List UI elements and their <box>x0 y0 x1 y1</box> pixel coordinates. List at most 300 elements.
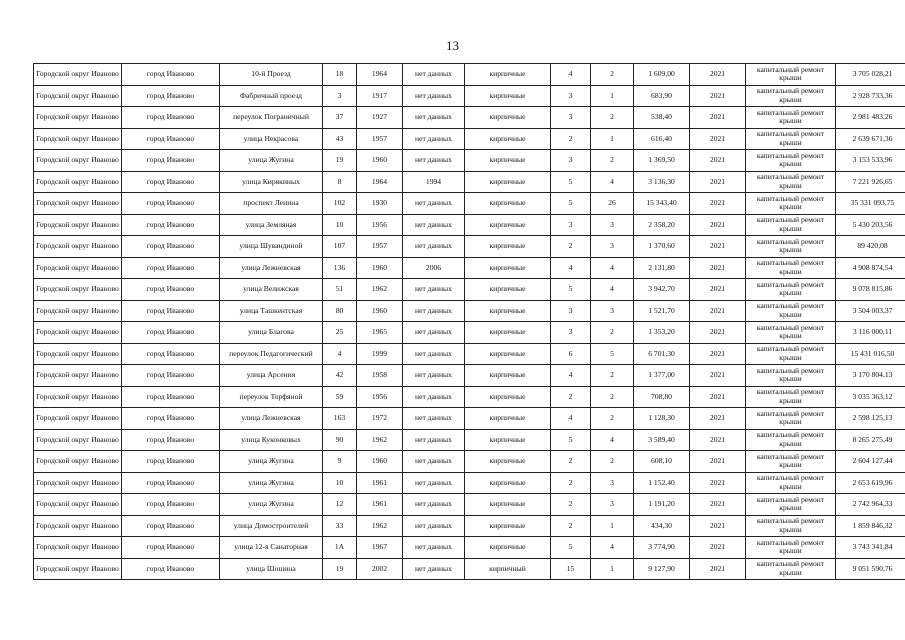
cell-street: улица Арсения <box>220 365 323 387</box>
cell-district: Городской округ Иваново <box>34 214 122 236</box>
cell-area: 1 521,70 <box>634 300 690 322</box>
cell-cost: 2 598 125,13 <box>836 408 905 430</box>
cell-work-type: капитальный ремонт крыши <box>746 85 836 107</box>
cell-entrances: 3 <box>591 300 634 322</box>
cell-cost: 3 035 363,12 <box>836 386 905 408</box>
cell-district: Городской округ Иваново <box>34 451 122 473</box>
cell-year-built: 1930 <box>357 193 403 215</box>
cell-wall-material: кирпичные <box>465 214 551 236</box>
cell-wall-material: кирпичные <box>465 494 551 516</box>
cell-work-type: капитальный ремонт крыши <box>746 107 836 129</box>
cell-area: 683,90 <box>634 85 690 107</box>
cell-area: 6 701,30 <box>634 343 690 365</box>
cell-plan-year: 2021 <box>690 193 746 215</box>
table-row <box>34 107 905 129</box>
cell-wall-material: кирпичные <box>465 429 551 451</box>
cell-city: город Иваново <box>122 322 220 344</box>
cell-house: 51 <box>323 279 357 301</box>
cell-area: 3 136,30 <box>634 171 690 193</box>
cell-floors: 2 <box>551 236 591 258</box>
cell-street: улица Земляная <box>220 214 323 236</box>
cell-entrances: 1 <box>591 515 634 537</box>
cell-entrances: 4 <box>591 279 634 301</box>
table-row <box>34 494 905 516</box>
cell-year-reconstructed: нет данных <box>403 64 465 86</box>
cell-house: 9 <box>323 451 357 473</box>
cell-cost: 9 051 590,76 <box>836 558 905 580</box>
cell-city: город Иваново <box>122 494 220 516</box>
cell-plan-year: 2021 <box>690 451 746 473</box>
cell-cost: 3 153 533,96 <box>836 150 905 172</box>
cell-cost: 2 928 733,36 <box>836 85 905 107</box>
cell-year-reconstructed: нет данных <box>403 128 465 150</box>
cell-city: город Иваново <box>122 257 220 279</box>
cell-cost: 7 221 926,65 <box>836 171 905 193</box>
cell-street: улица Куконковых <box>220 429 323 451</box>
cell-cost: 3 743 341,84 <box>836 537 905 559</box>
cell-year-built: 1917 <box>357 85 403 107</box>
cell-house: 37 <box>323 107 357 129</box>
cell-plan-year: 2021 <box>690 64 746 86</box>
cell-entrances: 1 <box>591 558 634 580</box>
cell-floors: 2 <box>551 472 591 494</box>
table-row <box>34 429 905 451</box>
cell-entrances: 5 <box>591 343 634 365</box>
cell-wall-material: кирпичные <box>465 537 551 559</box>
cell-year-built: 1962 <box>357 279 403 301</box>
cell-city: город Иваново <box>122 279 220 301</box>
cell-entrances: 2 <box>591 451 634 473</box>
cell-city: город Иваново <box>122 451 220 473</box>
cell-district: Городской округ Иваново <box>34 64 122 86</box>
cell-area: 616,40 <box>634 128 690 150</box>
cell-cost: 2 742 964,33 <box>836 494 905 516</box>
cell-plan-year: 2021 <box>690 386 746 408</box>
cell-floors: 3 <box>551 322 591 344</box>
cell-street: улица Жугина <box>220 150 323 172</box>
cell-plan-year: 2021 <box>690 429 746 451</box>
table-body <box>34 64 905 580</box>
cell-wall-material: кирпичные <box>465 85 551 107</box>
cell-area: 1 128,30 <box>634 408 690 430</box>
cell-cost: 3 170 804,13 <box>836 365 905 387</box>
cell-district: Городской округ Иваново <box>34 472 122 494</box>
table-row <box>34 322 905 344</box>
cell-floors: 3 <box>551 300 591 322</box>
cell-district: Городской округ Иваново <box>34 257 122 279</box>
cell-area: 3 774,90 <box>634 537 690 559</box>
cell-work-type: капитальный ремонт крыши <box>746 236 836 258</box>
table-row <box>34 515 905 537</box>
table-row <box>34 171 905 193</box>
cell-entrances: 3 <box>591 236 634 258</box>
cell-work-type: капитальный ремонт крыши <box>746 150 836 172</box>
cell-entrances: 26 <box>591 193 634 215</box>
cell-street: улица Некрасова <box>220 128 323 150</box>
cell-city: город Иваново <box>122 214 220 236</box>
cell-district: Городской округ Иваново <box>34 386 122 408</box>
cell-area: 1 370,60 <box>634 236 690 258</box>
cell-street: улица Шошина <box>220 558 323 580</box>
cell-area: 1 377,00 <box>634 365 690 387</box>
cell-wall-material: кирпичные <box>465 107 551 129</box>
cell-house: 4 <box>323 343 357 365</box>
table-row <box>34 300 905 322</box>
cell-year-reconstructed: нет данных <box>403 472 465 494</box>
cell-year-reconstructed: 1994 <box>403 171 465 193</box>
table-row <box>34 537 905 559</box>
cell-year-built: 1960 <box>357 451 403 473</box>
cell-plan-year: 2021 <box>690 257 746 279</box>
table-row <box>34 279 905 301</box>
cell-year-reconstructed: нет данных <box>403 429 465 451</box>
cell-cost: 35 331 093,75 <box>836 193 905 215</box>
table-row <box>34 558 905 580</box>
cell-wall-material: кирпичные <box>465 150 551 172</box>
cell-plan-year: 2021 <box>690 107 746 129</box>
cell-year-built: 1957 <box>357 128 403 150</box>
cell-year-reconstructed: нет данных <box>403 214 465 236</box>
cell-wall-material: кирпичные <box>465 322 551 344</box>
cell-wall-material: кирпичные <box>465 128 551 150</box>
cell-plan-year: 2021 <box>690 537 746 559</box>
cell-house: 8 <box>323 171 357 193</box>
cell-work-type: капитальный ремонт крыши <box>746 171 836 193</box>
cell-wall-material: кирпичный <box>465 558 551 580</box>
cell-street: Фабричный проезд <box>220 85 323 107</box>
cell-district: Городской округ Иваново <box>34 343 122 365</box>
cell-area: 1 609,00 <box>634 64 690 86</box>
table-row <box>34 193 905 215</box>
cell-house: 33 <box>323 515 357 537</box>
cell-work-type: капитальный ремонт крыши <box>746 408 836 430</box>
cell-city: город Иваново <box>122 64 220 86</box>
cell-house: 10 <box>323 472 357 494</box>
cell-floors: 5 <box>551 171 591 193</box>
cell-area: 708,80 <box>634 386 690 408</box>
cell-plan-year: 2021 <box>690 472 746 494</box>
cell-area: 1 353,20 <box>634 322 690 344</box>
cell-wall-material: кирпичные <box>465 279 551 301</box>
cell-house: 163 <box>323 408 357 430</box>
cell-year-reconstructed: нет данных <box>403 494 465 516</box>
cell-wall-material: кирпичные <box>465 257 551 279</box>
cell-house: 10 <box>323 214 357 236</box>
cell-street: улица Велижская <box>220 279 323 301</box>
table-row <box>34 365 905 387</box>
cell-wall-material: кирпичные <box>465 300 551 322</box>
cell-wall-material: кирпичные <box>465 472 551 494</box>
cell-plan-year: 2021 <box>690 128 746 150</box>
cell-floors: 4 <box>551 257 591 279</box>
cell-year-built: 1965 <box>357 322 403 344</box>
cell-area: 1 152,40 <box>634 472 690 494</box>
cell-house: 80 <box>323 300 357 322</box>
cell-district: Городской округ Иваново <box>34 429 122 451</box>
cell-floors: 4 <box>551 408 591 430</box>
cell-plan-year: 2021 <box>690 300 746 322</box>
cell-floors: 3 <box>551 85 591 107</box>
cell-city: город Иваново <box>122 429 220 451</box>
cell-district: Городской округ Иваново <box>34 365 122 387</box>
table-row <box>34 257 905 279</box>
cell-year-built: 1961 <box>357 494 403 516</box>
cell-work-type: капитальный ремонт крыши <box>746 193 836 215</box>
cell-work-type: капитальный ремонт крыши <box>746 322 836 344</box>
cell-year-reconstructed: нет данных <box>403 107 465 129</box>
cell-city: город Иваново <box>122 537 220 559</box>
cell-entrances: 4 <box>591 537 634 559</box>
cell-street: улица Шувандиной <box>220 236 323 258</box>
cell-cost: 1 859 846,32 <box>836 515 905 537</box>
table-row <box>34 408 905 430</box>
cell-year-built: 1927 <box>357 107 403 129</box>
cell-district: Городской округ Иваново <box>34 515 122 537</box>
cell-work-type: капитальный ремонт крыши <box>746 386 836 408</box>
cell-cost: 2 639 671,36 <box>836 128 905 150</box>
cell-entrances: 4 <box>591 257 634 279</box>
cell-year-built: 1972 <box>357 408 403 430</box>
cell-work-type: капитальный ремонт крыши <box>746 472 836 494</box>
cell-year-reconstructed: нет данных <box>403 451 465 473</box>
table-row <box>34 214 905 236</box>
cell-house: 90 <box>323 429 357 451</box>
cell-year-reconstructed: нет данных <box>403 558 465 580</box>
cell-city: город Иваново <box>122 386 220 408</box>
cell-plan-year: 2021 <box>690 279 746 301</box>
cell-area: 1 191,20 <box>634 494 690 516</box>
cell-city: город Иваново <box>122 343 220 365</box>
cell-floors: 2 <box>551 515 591 537</box>
cell-city: город Иваново <box>122 515 220 537</box>
cell-area: 15 343,40 <box>634 193 690 215</box>
cell-year-built: 1962 <box>357 515 403 537</box>
table-row <box>34 236 905 258</box>
cell-work-type: капитальный ремонт крыши <box>746 537 836 559</box>
cell-year-built: 1967 <box>357 537 403 559</box>
cell-year-built: 1960 <box>357 257 403 279</box>
cell-year-built: 1956 <box>357 214 403 236</box>
cell-work-type: капитальный ремонт крыши <box>746 64 836 86</box>
cell-house: 25 <box>323 322 357 344</box>
cell-plan-year: 2021 <box>690 322 746 344</box>
cell-year-built: 1960 <box>357 300 403 322</box>
cell-street: улица Лежневская <box>220 408 323 430</box>
cell-year-reconstructed: нет данных <box>403 322 465 344</box>
cell-work-type: капитальный ремонт крыши <box>746 365 836 387</box>
cell-street: переулок Пограничный <box>220 107 323 129</box>
cell-year-reconstructed: нет данных <box>403 408 465 430</box>
cell-year-reconstructed: нет данных <box>403 365 465 387</box>
cell-wall-material: кирпичные <box>465 365 551 387</box>
cell-district: Городской округ Иваново <box>34 494 122 516</box>
cell-wall-material: кирпичные <box>465 515 551 537</box>
cell-year-reconstructed: нет данных <box>403 386 465 408</box>
cell-wall-material: кирпичные <box>465 236 551 258</box>
cell-plan-year: 2021 <box>690 171 746 193</box>
cell-year-built: 1961 <box>357 472 403 494</box>
cell-year-reconstructed: 2006 <box>403 257 465 279</box>
cell-year-reconstructed: нет данных <box>403 300 465 322</box>
cell-cost: 3 504 003,37 <box>836 300 905 322</box>
cell-wall-material: кирпичные <box>465 343 551 365</box>
cell-wall-material: кирпичные <box>465 451 551 473</box>
table-row <box>34 128 905 150</box>
cell-year-built: 2002 <box>357 558 403 580</box>
cell-year-reconstructed: нет данных <box>403 343 465 365</box>
cell-city: город Иваново <box>122 408 220 430</box>
cell-entrances: 2 <box>591 150 634 172</box>
cell-city: город Иваново <box>122 128 220 150</box>
cell-year-reconstructed: нет данных <box>403 515 465 537</box>
cell-city: город Иваново <box>122 300 220 322</box>
cell-work-type: капитальный ремонт крыши <box>746 257 836 279</box>
cell-district: Городской округ Иваново <box>34 537 122 559</box>
cell-plan-year: 2021 <box>690 408 746 430</box>
table-row <box>34 64 905 86</box>
cell-house: 42 <box>323 365 357 387</box>
cell-house: 19 <box>323 558 357 580</box>
cell-street: улица Ташкентская <box>220 300 323 322</box>
housing-registry-table <box>33 63 905 580</box>
cell-plan-year: 2021 <box>690 214 746 236</box>
cell-street: улица 12-я Санаторная <box>220 537 323 559</box>
cell-entrances: 4 <box>591 429 634 451</box>
cell-year-reconstructed: нет данных <box>403 236 465 258</box>
cell-floors: 3 <box>551 150 591 172</box>
cell-floors: 2 <box>551 386 591 408</box>
cell-plan-year: 2021 <box>690 85 746 107</box>
cell-entrances: 2 <box>591 107 634 129</box>
cell-floors: 5 <box>551 193 591 215</box>
cell-work-type: капитальный ремонт крыши <box>746 558 836 580</box>
cell-year-reconstructed: нет данных <box>403 150 465 172</box>
cell-floors: 3 <box>551 107 591 129</box>
cell-cost: 5 430 203,56 <box>836 214 905 236</box>
cell-plan-year: 2021 <box>690 150 746 172</box>
cell-house: 12 <box>323 494 357 516</box>
cell-work-type: капитальный ремонт крыши <box>746 429 836 451</box>
cell-floors: 5 <box>551 537 591 559</box>
cell-area: 608,10 <box>634 451 690 473</box>
cell-street: улица Жугина <box>220 472 323 494</box>
cell-floors: 4 <box>551 365 591 387</box>
cell-area: 434,30 <box>634 515 690 537</box>
table-row <box>34 85 905 107</box>
cell-district: Городской округ Иваново <box>34 322 122 344</box>
cell-street: переулок Педагогический <box>220 343 323 365</box>
cell-floors: 5 <box>551 279 591 301</box>
cell-work-type: капитальный ремонт крыши <box>746 128 836 150</box>
page-number: 13 <box>446 38 459 53</box>
cell-area: 538,40 <box>634 107 690 129</box>
cell-city: город Иваново <box>122 85 220 107</box>
cell-cost: 3 116 000,11 <box>836 322 905 344</box>
cell-work-type: капитальный ремонт крыши <box>746 451 836 473</box>
cell-work-type: капитальный ремонт крыши <box>746 494 836 516</box>
cell-cost: 8 265 275,49 <box>836 429 905 451</box>
cell-house: 43 <box>323 128 357 150</box>
cell-wall-material: кирпичные <box>465 171 551 193</box>
cell-city: город Иваново <box>122 193 220 215</box>
cell-district: Городской округ Иваново <box>34 171 122 193</box>
cell-work-type: капитальный ремонт крыши <box>746 300 836 322</box>
cell-floors: 6 <box>551 343 591 365</box>
cell-street: переулок Торфяной <box>220 386 323 408</box>
cell-house: 1А <box>323 537 357 559</box>
cell-street: улица Жугина <box>220 494 323 516</box>
cell-area: 2 358,20 <box>634 214 690 236</box>
cell-work-type: капитальный ремонт крыши <box>746 214 836 236</box>
cell-cost: 2 604 127,44 <box>836 451 905 473</box>
cell-year-built: 1956 <box>357 386 403 408</box>
cell-district: Городской округ Иваново <box>34 558 122 580</box>
cell-house: 136 <box>323 257 357 279</box>
cell-plan-year: 2021 <box>690 558 746 580</box>
cell-work-type: капитальный ремонт крыши <box>746 343 836 365</box>
cell-wall-material: кирпичные <box>465 64 551 86</box>
table-row <box>34 343 905 365</box>
cell-cost: 89 420,08 <box>836 236 905 258</box>
cell-district: Городской округ Иваново <box>34 150 122 172</box>
cell-cost: 2 981 483,26 <box>836 107 905 129</box>
cell-floors: 3 <box>551 214 591 236</box>
cell-entrances: 4 <box>591 171 634 193</box>
cell-floors: 2 <box>551 451 591 473</box>
cell-year-built: 1962 <box>357 429 403 451</box>
cell-street: улица Благова <box>220 322 323 344</box>
cell-area: 1 369,50 <box>634 150 690 172</box>
cell-street: улица Лежневская <box>220 257 323 279</box>
cell-district: Городской округ Иваново <box>34 107 122 129</box>
cell-area: 2 131,80 <box>634 257 690 279</box>
cell-entrances: 2 <box>591 386 634 408</box>
cell-house: 102 <box>323 193 357 215</box>
cell-floors: 4 <box>551 64 591 86</box>
cell-city: город Иваново <box>122 171 220 193</box>
cell-year-built: 1960 <box>357 150 403 172</box>
cell-floors: 2 <box>551 128 591 150</box>
cell-entrances: 3 <box>591 472 634 494</box>
cell-house: 3 <box>323 85 357 107</box>
cell-street: улица Жугина <box>220 451 323 473</box>
cell-entrances: 2 <box>591 64 634 86</box>
cell-cost: 9 078 815,86 <box>836 279 905 301</box>
cell-plan-year: 2021 <box>690 343 746 365</box>
table-row <box>34 451 905 473</box>
cell-district: Городской округ Иваново <box>34 193 122 215</box>
cell-cost: 15 431 016,50 <box>836 343 905 365</box>
cell-year-built: 1958 <box>357 365 403 387</box>
cell-entrances: 1 <box>591 128 634 150</box>
table-row <box>34 386 905 408</box>
cell-year-built: 1957 <box>357 236 403 258</box>
cell-year-built: 1964 <box>357 171 403 193</box>
cell-entrances: 2 <box>591 365 634 387</box>
cell-street: улица Домостроителей <box>220 515 323 537</box>
cell-work-type: капитальный ремонт крыши <box>746 279 836 301</box>
cell-year-reconstructed: нет данных <box>403 279 465 301</box>
cell-year-built: 1964 <box>357 64 403 86</box>
cell-city: город Иваново <box>122 472 220 494</box>
cell-cost: 3 705 028,21 <box>836 64 905 86</box>
cell-street: проспект Ленина <box>220 193 323 215</box>
cell-area: 3 589,40 <box>634 429 690 451</box>
cell-wall-material: кирпичные <box>465 386 551 408</box>
cell-wall-material: кирпичные <box>465 408 551 430</box>
cell-floors: 2 <box>551 494 591 516</box>
cell-work-type: капитальный ремонт крыши <box>746 515 836 537</box>
